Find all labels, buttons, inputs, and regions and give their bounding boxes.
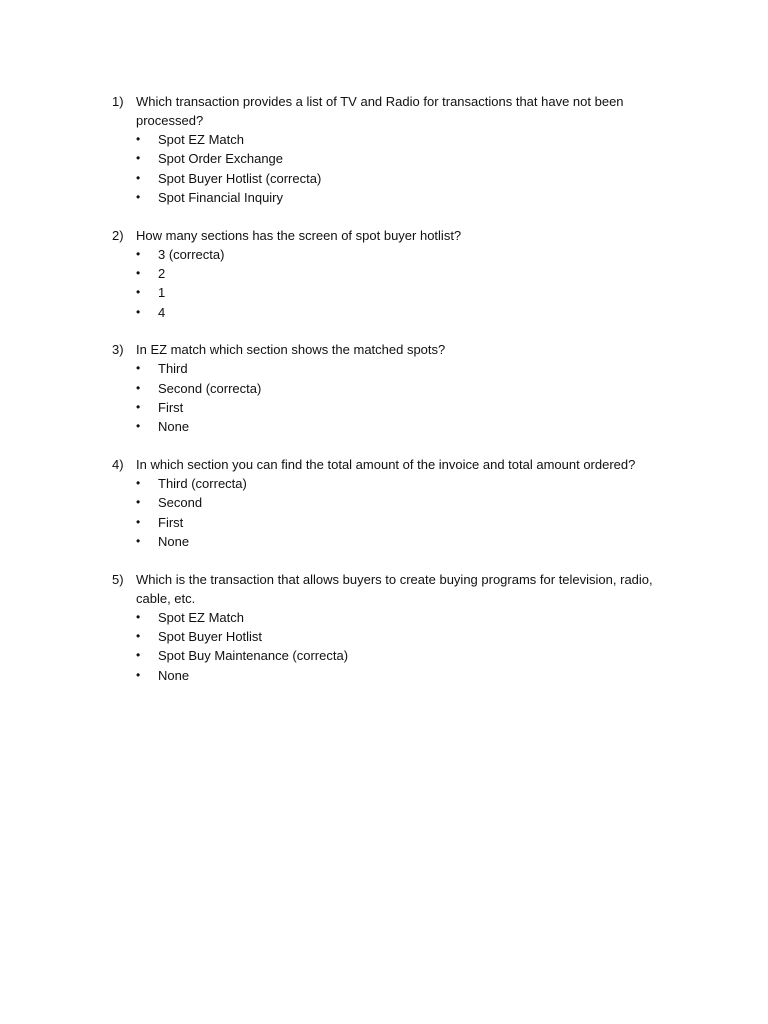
option-text: Spot EZ Match [158, 132, 244, 147]
option-text: Third [158, 361, 188, 377]
bullet-icon: • [136, 495, 141, 510]
question-number: 4) [112, 456, 124, 472]
question-line [112, 92, 712, 130]
option-item [112, 627, 712, 646]
bullet-icon: • [136, 400, 141, 415]
question-list [112, 92, 712, 703]
question-text: How many sections has the screen of spot buyer hotlist? [136, 227, 462, 243]
bullet-icon: • [136, 304, 141, 319]
option-text: First [158, 400, 184, 416]
option-text: Spot Buyer Hotlist (correcta) [158, 170, 322, 186]
option-item [112, 264, 712, 283]
option-text: 2 [158, 266, 166, 282]
option-list [112, 359, 712, 437]
question-item [112, 570, 712, 686]
option-item [112, 379, 712, 398]
option-item [112, 169, 712, 188]
option-text: First [158, 514, 184, 530]
option-item [112, 149, 712, 168]
bullet-icon: • [136, 246, 141, 261]
bullet-icon: • [136, 475, 141, 490]
option-item [112, 130, 712, 149]
question-number: 5) [112, 571, 124, 587]
bullet-icon: • [136, 648, 141, 663]
question-line [112, 340, 712, 359]
question-text: Which is the transaction that allows buyers to create buying programs for television, radio, cable, etc. [136, 571, 653, 606]
question-item [112, 226, 712, 323]
question-number: 2) [112, 227, 124, 243]
option-item [112, 608, 712, 627]
option-list [112, 245, 712, 323]
option-item [112, 359, 712, 378]
option-text: Second (correcta) [158, 380, 262, 396]
question-line [112, 455, 712, 474]
option-text: Spot Buy Maintenance (correcta) [158, 648, 349, 664]
question-item [112, 92, 712, 208]
option-text: Spot EZ Match [158, 609, 244, 625]
option-item [112, 283, 712, 302]
question-number: 1) [112, 94, 124, 109]
option-list [112, 608, 712, 686]
bullet-icon: • [136, 132, 141, 146]
option-item [112, 417, 712, 436]
question-number: 3) [112, 342, 124, 358]
option-text: 1 [158, 285, 166, 301]
option-text: Second [158, 495, 203, 511]
option-item [112, 398, 712, 417]
question-text: In EZ match which section shows the matched spots? [136, 342, 446, 358]
bullet-icon: • [136, 266, 141, 281]
bullet-icon: • [136, 609, 141, 624]
bullet-icon: • [136, 419, 141, 434]
bullet-icon: • [136, 514, 141, 529]
option-list [112, 474, 712, 552]
bullet-icon: • [136, 361, 141, 376]
bullet-icon: • [136, 628, 141, 643]
option-text: None [158, 667, 190, 683]
option-item [112, 474, 712, 493]
bullet-icon: • [136, 285, 141, 300]
option-item [112, 303, 712, 322]
option-text: 3 (correcta) [158, 246, 225, 262]
option-item [112, 245, 712, 264]
option-text: Spot Order Exchange [158, 151, 284, 167]
option-item [112, 646, 712, 665]
question-text: Which transaction provides a list of TV and Radio for transactions that have not been processed? [136, 94, 624, 128]
option-item [112, 188, 712, 207]
bullet-icon: • [136, 170, 141, 185]
option-list [112, 130, 712, 208]
bullet-icon: • [136, 380, 141, 395]
option-text: Spot Financial Inquiry [158, 190, 284, 206]
option-item [112, 493, 712, 512]
option-text: 4 [158, 304, 166, 320]
option-item [112, 666, 712, 685]
question-line [112, 570, 712, 608]
option-item [112, 532, 712, 551]
question-item [112, 340, 712, 437]
option-text: None [158, 419, 190, 435]
question-item [112, 455, 712, 552]
question-line [112, 226, 712, 245]
bullet-icon: • [136, 534, 141, 549]
bullet-icon: • [136, 667, 141, 682]
bullet-icon: • [136, 151, 141, 166]
question-text: In which section you can find the total amount of the invoice and total amount ordered? [136, 456, 636, 472]
option-item [112, 513, 712, 532]
option-text: None [158, 534, 190, 550]
option-text: Third (correcta) [158, 475, 247, 491]
option-text: Spot Buyer Hotlist [158, 628, 263, 644]
bullet-icon: • [136, 190, 141, 205]
